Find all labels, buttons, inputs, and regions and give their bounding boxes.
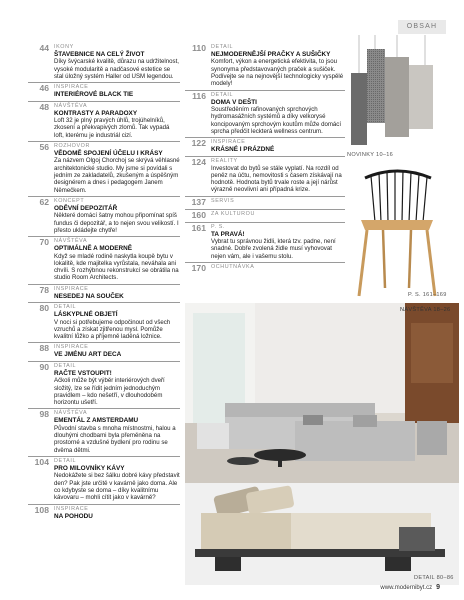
article-title: DOMA V DEŠTI	[211, 98, 257, 106]
toc-entry[interactable]	[28, 408, 180, 454]
toc-entry[interactable]	[185, 137, 345, 153]
page-number-ref: 170	[191, 263, 206, 274]
toc-entry[interactable]	[28, 342, 180, 358]
caption-lamp: NOVINKY 10–16	[347, 152, 394, 158]
toc-entry-body	[211, 264, 345, 271]
toc-column-left	[28, 43, 180, 522]
article-teaser: Investovat do bytů se stále vyplatí. Na rozdíl od peněz na účtu, nemovitosti s časem získávají na hodnotě. Hodnota bytů trvale roste a její nárůst výrazně neovlivní ani případná krize.	[211, 164, 342, 194]
toc-entry[interactable]	[185, 262, 345, 273]
toc-entry[interactable]	[28, 236, 180, 282]
section-category: DETAIL	[211, 44, 234, 50]
page-number-ref: 124	[191, 156, 206, 167]
article-title: NEJMODERNĚJŠÍ PRAČKY A SUŠIČKY	[211, 51, 331, 58]
page-number-ref: 44	[39, 43, 49, 53]
section-category: IKONY	[54, 44, 74, 50]
toc-entry[interactable]	[28, 361, 180, 407]
section-category: NÁVŠTĚVA	[54, 102, 88, 109]
page-number-ref: 90	[39, 361, 49, 372]
caption-chair: P. S. 161–169	[408, 292, 447, 298]
article-title: KRÁSNÉ I PRÁZDNÉ	[211, 146, 275, 154]
page-number-ref: 56	[39, 142, 49, 152]
article-title: NA POHODU	[54, 512, 93, 520]
article-title: VĚDOMĚ SPOJENÍ ÚČELU I KRÁSY	[54, 150, 163, 157]
toc-entry[interactable]	[28, 504, 180, 520]
page-number-ref: 160	[191, 209, 206, 220]
toc-entry-body	[211, 92, 345, 136]
article-teaser: Soustředěním rafinovaných sprchových hydromasážních systémů a díky velkorysé koncipovaným sprchovým koutům může domácí sprcha předčit leckterá wellness centrum.	[211, 106, 342, 135]
toc-column-middle	[185, 43, 345, 275]
toc-entry-body	[54, 44, 180, 80]
article-title: INTERIÉROVÉ BLACK TIE	[54, 91, 134, 99]
article-teaser: Některé domácí šatny mohou připomínat spíš fundus či depozitář, a to nejen svou velikostí. I přesto ukládejte chytře!	[54, 212, 179, 234]
section-category: DETAIL	[54, 304, 77, 311]
section-category: ROZHOVOR	[54, 143, 90, 149]
page-number-ref: 122	[191, 138, 206, 149]
section-category: NÁVŠTĚVA	[54, 238, 88, 245]
section-category: REALITY	[211, 157, 238, 164]
section-category: DETAIL	[54, 362, 77, 369]
toc-entry-body	[54, 458, 180, 502]
section-category: OCHUTNÁVKA	[211, 264, 255, 271]
section-category: SERVIS	[211, 197, 235, 204]
toc-entry[interactable]	[28, 284, 180, 300]
page-number: 9	[436, 584, 440, 591]
page-number-ref: 88	[39, 343, 49, 354]
toc-entry-body	[211, 211, 345, 218]
page-number-ref: 116	[192, 90, 206, 101]
article-title: OPTIMÁLNĚ A MODERNĚ	[54, 245, 132, 253]
article-teaser: V noci si potřebujeme odpočinout od všech vzruchů a získat zjitřenou mysl. Pomůže kvalitní lůžko a příjemně laděná ložnice.	[54, 318, 171, 341]
page-number-ref: 137	[191, 196, 206, 207]
toc-entry[interactable]	[28, 43, 180, 80]
article-teaser: Komfort, výkon a energetická efektivita, to jsou synonyma představovaných praček a sušiček. Podívejte se na nejnovější technologicky vyspělé modely!	[211, 58, 344, 88]
bed-photo	[185, 483, 459, 585]
toc-entry[interactable]	[185, 90, 345, 136]
page-number-ref: 80	[39, 303, 49, 314]
page-number-ref: 110	[192, 43, 206, 53]
page-number-ref: 78	[39, 284, 49, 295]
section-category: INSPIRACE	[211, 139, 246, 146]
page-footer	[380, 584, 440, 591]
article-teaser: Loft 32 je plný pravých úhlů, trojúhelníků, zkosení a překvapivých zlomů. Tak vypadá loft, kterému je industriál cizí.	[54, 117, 170, 139]
article-teaser: Vybrat tu správnou židli, která tzv. padne, není snadné. Dobře zvolená židle musí vyhovovat nejen vám, ale i vašemu stolu.	[211, 238, 336, 260]
lamp-photo	[345, 35, 449, 145]
page-number-ref: 98	[39, 409, 49, 420]
page-number-ref: 48	[39, 101, 49, 112]
article-title: VE JMÉNU ART DECA	[54, 351, 122, 359]
section-category: INSPIRACE	[54, 84, 89, 91]
article-title: TA PRAVÁ!	[211, 230, 245, 238]
toc-entry-body	[211, 198, 345, 205]
article-teaser: Když se mladé rodině naskytla koupě bytu v lokalitě, kde majitelka vyrůstala, neváhala ani chvíli. S rozhýbnou rekonstrukcí se obrátila na studio Room Architects.	[54, 252, 179, 282]
article-title: RAČTE VSTOUPIT!	[54, 369, 112, 377]
article-teaser: Za názvem Olgoj Chorchoj se skrývá věhlasné architektonické studio. My jsme si povídali s jedním ze zakladatelů, zkušeným a úspěšným designérem a dnes i pedagogem Janem Němečkem.	[54, 157, 180, 194]
article-title: KONTRASTY A PARADOXY	[54, 109, 138, 117]
toc-entry-body	[54, 363, 180, 407]
toc-entry-body	[54, 143, 180, 194]
page-number-ref: 46	[39, 83, 49, 94]
section-category: INSPIRACE	[54, 505, 89, 512]
page-number-ref: 70	[39, 237, 49, 248]
section-category: P. S.	[211, 223, 225, 230]
section-category: DETAIL	[211, 91, 234, 98]
caption-bed: DETAIL 80–86	[414, 575, 454, 581]
page-number-ref: 62	[39, 196, 49, 207]
toc-entry[interactable]	[28, 302, 180, 340]
toc-entry-body	[54, 410, 180, 454]
toc-entry[interactable]	[28, 141, 180, 194]
toc-entry-body	[54, 198, 180, 234]
page-number-ref: 108	[34, 504, 49, 515]
article-title: PRO MILOVNÍKY KÁVY	[54, 465, 125, 473]
toc-entry[interactable]	[28, 196, 180, 234]
article-teaser: Ačkoli může být výběr interiérových dveří složitý, lze se řídit jedním jednoduchým pravidlem – kdo nešetří, v dlouhodobém horizontu ušetří.	[54, 377, 165, 407]
toc-entry-body	[54, 84, 180, 98]
page-number-ref: 161	[191, 222, 206, 233]
section-category: ZA KULTUROU	[211, 210, 255, 217]
page-number-ref: 104	[34, 457, 49, 468]
toc-entry[interactable]	[28, 82, 180, 98]
website-url[interactable]: www.modernibyt.cz	[380, 585, 433, 591]
article-title: LÁSKYPLNÉ OBJETÍ	[54, 311, 118, 319]
section-category: NÁVŠTĚVA	[54, 410, 88, 417]
article-title: ODĚVNÍ DEPOZITÁŘ	[54, 204, 118, 212]
article-title: NESEDEJ NA SOUČEK	[54, 292, 124, 300]
section-category: INSPIRACE	[54, 344, 89, 351]
caption-room: NÁVŠTĚVA 18–26	[400, 307, 451, 313]
toc-entry-body	[54, 506, 180, 520]
toc-entry-body	[54, 304, 180, 340]
toc-entry-body	[54, 286, 180, 300]
article-teaser: Původní stavba s mnoha místnostmi, halou a dlouhými chodbami byla přeměněna na prostorné a vzdušné bydlení pro rodinu se dvěma dětmi.	[54, 424, 176, 454]
toc-entry-body	[211, 139, 345, 153]
section-category: KONCEPT	[54, 197, 85, 204]
toc-entry[interactable]	[185, 43, 345, 88]
toc-entry-body	[211, 224, 345, 260]
toc-entry[interactable]	[28, 101, 180, 139]
chair-photo	[345, 160, 449, 300]
toc-entry-body	[54, 103, 180, 139]
section-category: INSPIRACE	[54, 285, 89, 292]
article-title: EMENTÁL Z AMSTERDAMU	[54, 417, 139, 425]
toc-entry[interactable]	[185, 209, 345, 220]
toc-entry-body	[54, 344, 180, 358]
toc-entry-body	[54, 238, 180, 282]
toc-entry[interactable]	[28, 456, 180, 502]
article-teaser: Nedokážete si bez šálku dobré kávy představit den? Pak jste určitě v kavárně jako doma. Ale co kdybyste se doma – díky kvalitnímu kávovaru – mohli cítit jako v kavárně?	[54, 472, 180, 502]
toc-entry[interactable]	[185, 156, 345, 194]
section-category: DETAIL	[54, 458, 77, 465]
toc-entry[interactable]	[185, 196, 345, 207]
toc-entry-body	[211, 158, 345, 194]
section-label: OBSAH	[398, 20, 446, 34]
toc-entry-body	[211, 44, 345, 88]
living-room-photo	[185, 303, 459, 483]
article-title: ŠTAVEBNICE NA CELÝ ŽIVOT	[54, 51, 145, 58]
toc-entry[interactable]	[185, 222, 345, 260]
article-teaser: Díky švýcarské kvalitě, důrazu na udržitelnost, vysoké modularitě a nadčasové estetice se stal úložný systém Haller od USM legendou.	[54, 58, 179, 80]
